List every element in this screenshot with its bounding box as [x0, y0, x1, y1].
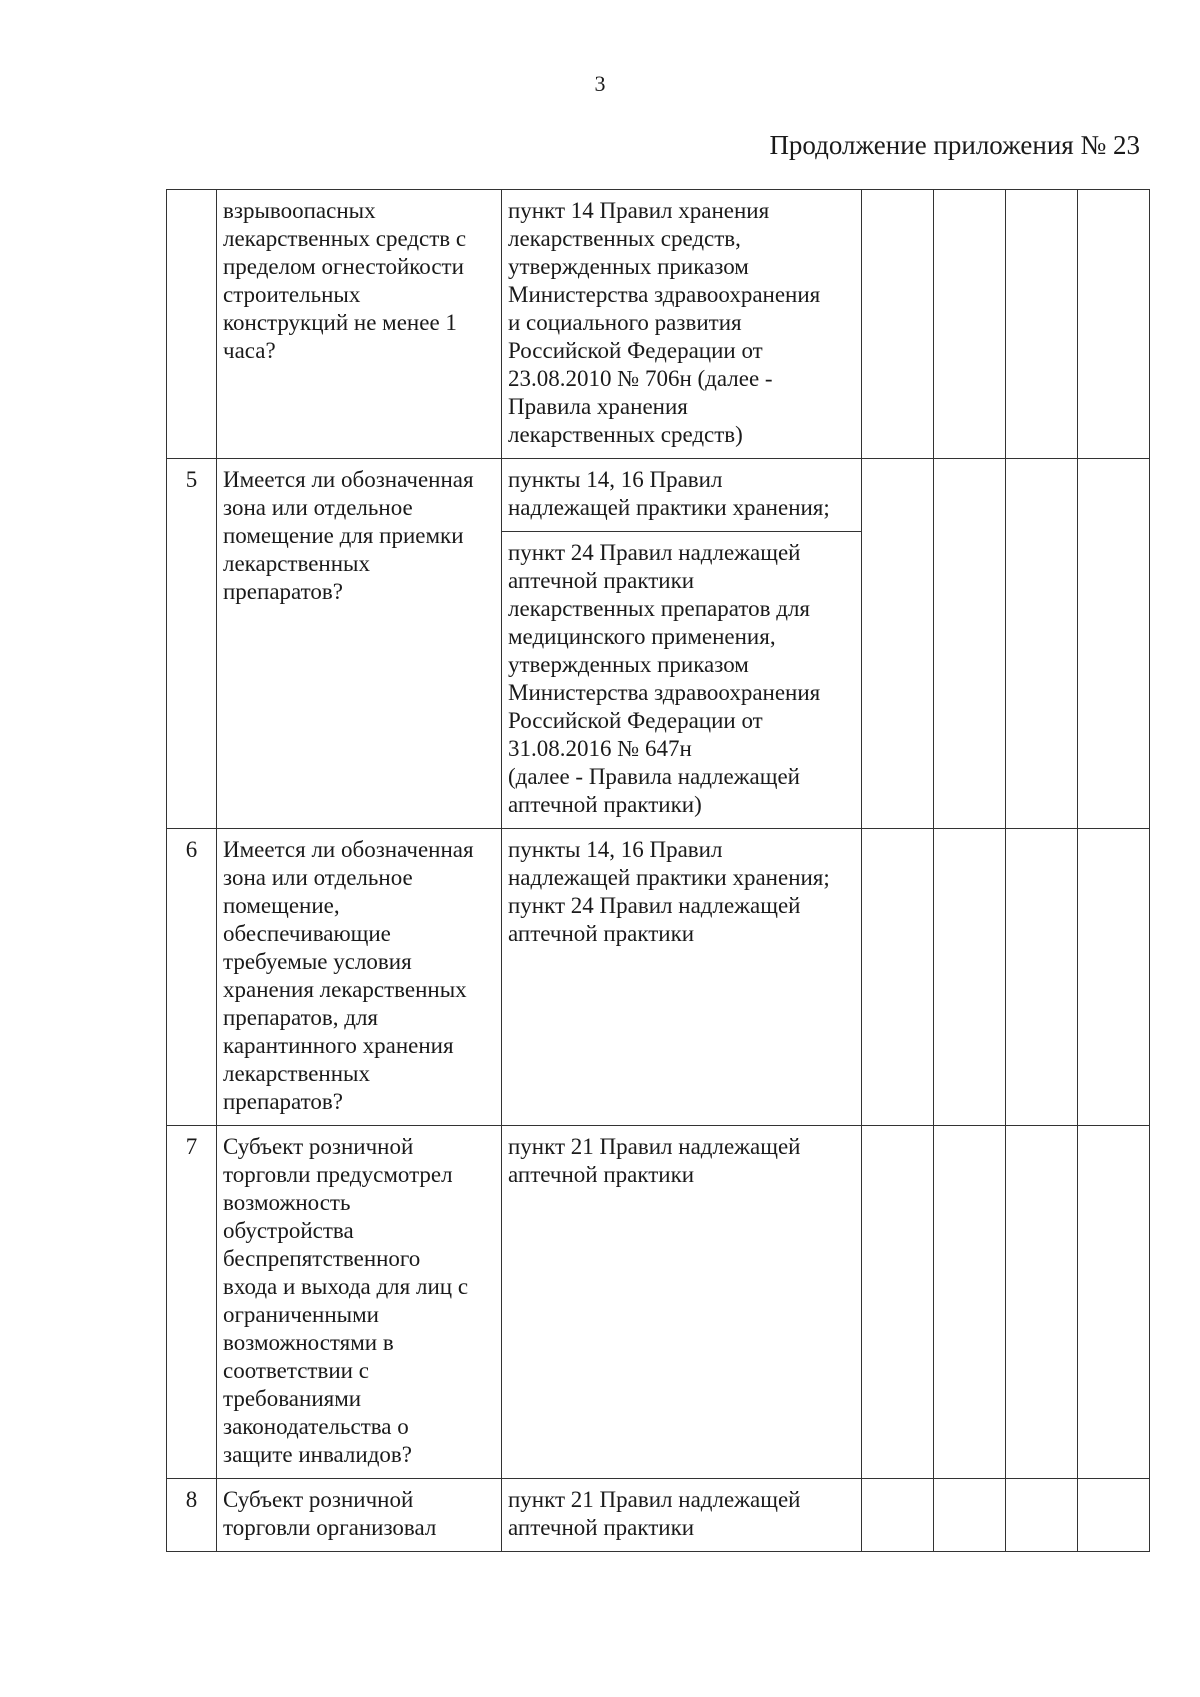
reference-cell: пункт 24 Правил надлежащей аптечной практики лекарственных препаратов для медицинского применения, утвержденных приказом Министерства здравоохранения Российской Федерации от 31.08.2016 № 647н (далее - Правила надлежащей аптечной практики) — [502, 532, 862, 829]
table-row — [167, 1126, 1150, 1479]
checklist-table — [166, 189, 1150, 1552]
answer-cell-no[interactable] — [934, 829, 1006, 1126]
row-number: 6 — [167, 829, 217, 1126]
answer-cell-note[interactable] — [1078, 1126, 1150, 1479]
answer-cell-no[interactable] — [934, 190, 1006, 459]
answer-cell-na[interactable] — [1006, 459, 1078, 829]
table-row — [167, 459, 1150, 532]
row-number — [167, 190, 217, 459]
reference-cell: пункт 14 Правил хранения лекарственных средств, утвержденных приказом Министерства здравоохранения и социального развития Российской Федерации от 23.08.2010 № 706н (далее - Правила хранения лекарственных средств) — [502, 190, 862, 459]
reference-cell: пункт 21 Правил надлежащей аптечной практики — [502, 1126, 862, 1479]
table-row — [167, 829, 1150, 1126]
table-row — [167, 190, 1150, 459]
reference-cell: пункты 14, 16 Правил надлежащей практики хранения; — [502, 459, 862, 532]
answer-cell-note[interactable] — [1078, 829, 1150, 1126]
row-number: 5 — [167, 459, 217, 829]
answer-cell-no[interactable] — [934, 1126, 1006, 1479]
reference-cell: пункт 21 Правил надлежащей аптечной практики — [502, 1479, 862, 1552]
answer-cell-note[interactable] — [1078, 459, 1150, 829]
question-cell: Субъект розничной торговли организовал — [217, 1479, 502, 1552]
answer-cell-na[interactable] — [1006, 190, 1078, 459]
answer-cell-note[interactable] — [1078, 1479, 1150, 1552]
answer-cell-yes[interactable] — [862, 1479, 934, 1552]
question-cell: Субъект розничной торговли предусмотрел возможность обустройства беспрепятственного входа и выхода для лиц с ограниченными возможностями в соответствии с требованиями законодательства о защите инвалидов? — [217, 1126, 502, 1479]
answer-cell-note[interactable] — [1078, 190, 1150, 459]
answer-cell-na[interactable] — [1006, 1126, 1078, 1479]
answer-cell-yes[interactable] — [862, 1126, 934, 1479]
row-number: 7 — [167, 1126, 217, 1479]
row-number: 8 — [167, 1479, 217, 1552]
question-cell: Имеется ли обозначенная зона или отдельное помещение для приемки лекарственных препаратов? — [217, 459, 502, 829]
question-cell: взрывоопасных лекарственных средств с пределом огнестойкости строительных конструкций не менее 1 часа? — [217, 190, 502, 459]
answer-cell-yes[interactable] — [862, 829, 934, 1126]
answer-cell-no[interactable] — [934, 1479, 1006, 1552]
appendix-title: Продолжение приложения № 23 — [769, 130, 1140, 160]
page-number: 3 — [594, 71, 606, 96]
reference-cell: пункты 14, 16 Правил надлежащей практики хранения; пункт 24 Правил надлежащей аптечной практики — [502, 829, 862, 1126]
answer-cell-yes[interactable] — [862, 190, 934, 459]
question-cell: Имеется ли обозначенная зона или отдельное помещение, обеспечивающие требуемые условия хранения лекарственных препаратов, для карантинного хранения лекарственных препаратов? — [217, 829, 502, 1126]
answer-cell-no[interactable] — [934, 459, 1006, 829]
answer-cell-na[interactable] — [1006, 829, 1078, 1126]
answer-cell-yes[interactable] — [862, 459, 934, 829]
table-row — [167, 1479, 1150, 1552]
answer-cell-na[interactable] — [1006, 1479, 1078, 1552]
